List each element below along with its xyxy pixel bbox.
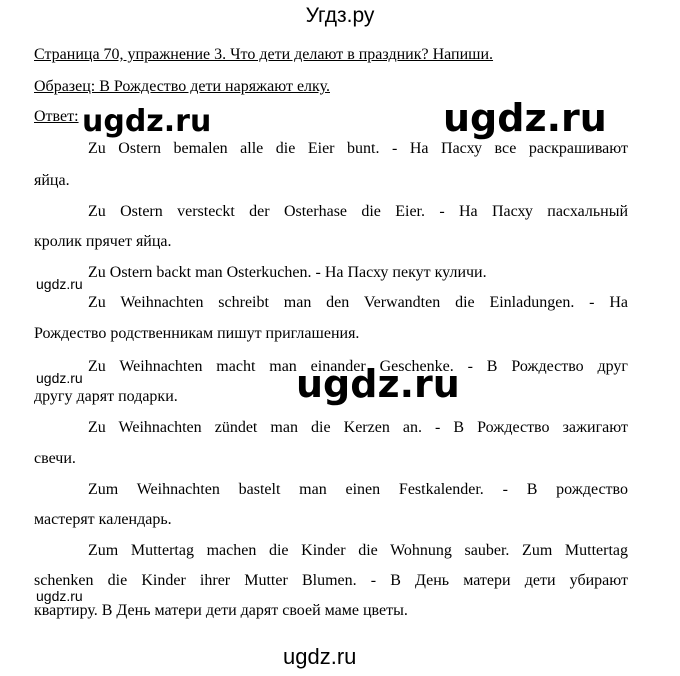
sentence-7-line-2: мастерят календарь. (34, 511, 172, 528)
sentence-1-line-1: Zu Ostern bemalen alle die Eier bunt. - На Пасху все раскрашивают (88, 140, 628, 157)
sentence-1-line-2: яйца. (34, 172, 70, 189)
sentence-2-line-1: Zu Ostern versteckt der Osterhase die Eier. - На Пасху пасхальный (88, 203, 628, 220)
sentence-8-line-1: Zum Muttertag machen die Kinder die Wohnung sauber. Zum Muttertag (88, 542, 628, 559)
sentence-6-line-2: свечи. (34, 450, 76, 467)
sentence-7-line-1: Zum Weihnachten bastelt man einen Festkalender. - В рождество (88, 481, 628, 498)
sentence-2-line-2: кролик прячет яйца. (34, 233, 172, 250)
example-line: Образец: В Рождество дети наряжают елку. (34, 78, 330, 95)
sentence-3-line-1: Zu Ostern backt man Osterkuchen. - На Пасху пекут куличи. (88, 264, 487, 281)
sentence-5-line-2: другу дарят подарки. (34, 388, 178, 405)
watermark: ugdz.ru (82, 104, 212, 139)
watermark: ugdz.ru (296, 362, 460, 406)
sentence-4-line-2: Рождество родственникам пишут приглашения. (34, 325, 360, 342)
watermark: ugdz.ru (443, 96, 607, 140)
site-title: Угдз.ру (305, 4, 375, 27)
watermark: ugdz.ru (36, 276, 83, 292)
footer-watermark: ugdz.ru (283, 644, 357, 669)
watermark: ugdz.ru (36, 588, 83, 604)
sentence-4-line-1: Zu Weihnachten schreibt man den Verwandten die Einladungen. - На (88, 294, 628, 311)
sentence-8-line-3: квартиру. В День матери дети дарят своей маме цветы. (34, 602, 408, 619)
sentence-6-line-1: Zu Weihnachten zündet man die Kerzen an. - В Рождество зажигают (88, 419, 628, 436)
watermark: ugdz.ru (36, 370, 83, 386)
sentence-8-line-2: schenken die Kinder ihrer Mutter Blumen. - В День матери дети убирают (34, 572, 628, 589)
task-heading: Страница 70, упражнение 3. Что дети делают в праздник? Напиши. (34, 46, 494, 63)
answer-label: Ответ: (34, 108, 79, 125)
sentence-5-line-1: Zu Weihnachten macht man einander Geschenke. - В Рождество друг (88, 358, 628, 375)
